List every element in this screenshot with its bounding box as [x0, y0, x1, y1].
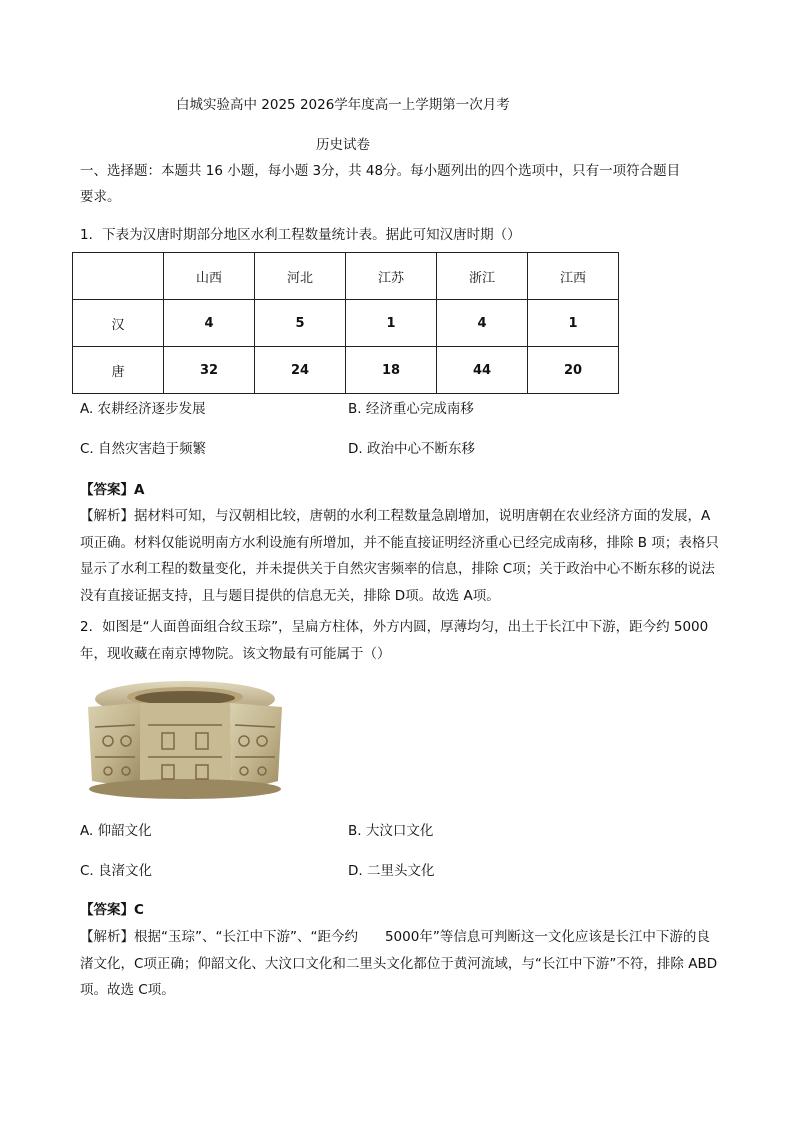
table-cell: 44 — [437, 347, 528, 394]
q1-option-c: C. 自然灾害趋于频繁 — [80, 441, 207, 457]
q2-option-a: A. 仰韶文化 — [80, 823, 152, 839]
table-cell: 4 — [164, 300, 255, 347]
table-row-label: 唐 — [73, 347, 164, 394]
table-row — [73, 347, 619, 394]
q1-option-a: A. 农耕经济逐步发展 — [80, 401, 206, 417]
q2-option-c: C. 良渚文化 — [80, 863, 153, 879]
section-instructions-line2: 要求。 — [80, 189, 121, 205]
table-cell: 4 — [437, 300, 528, 347]
table-row-label: 汉 — [73, 300, 164, 347]
table-header-cell: 江西 — [528, 253, 619, 300]
question-1-stem: 1．下表为汉唐时期部分地区水利工程数量统计表。据此可知汉唐时期（） — [80, 227, 521, 243]
page-title: 白城实验高中 2025 2026学年度高一上学期第一次月考 — [176, 97, 510, 113]
table-cell: 24 — [255, 347, 346, 394]
q1-answer: 【答案】A — [80, 482, 145, 498]
table-cell: 18 — [346, 347, 437, 394]
table-header-row — [73, 253, 619, 300]
jade-cong-image — [80, 677, 290, 801]
table-header-cell: 河北 — [255, 253, 346, 300]
table-header-cell — [73, 253, 164, 300]
q2-analysis: 【解析】根据“玉琮”、“长江中下游”、“距今约 5000年”等信息可判断这一文化应该是长江中下游的良渚文化，C项正确；仰韶文化、大汶口文化和二里头文化都位于黄河流域，与“长江中下游”不符，排除 ABD项。故选 C项。 — [80, 929, 718, 998]
table-row — [73, 300, 619, 347]
q2-option-b: B. 大汶口文化 — [348, 823, 434, 839]
table-header-cell: 江苏 — [346, 253, 437, 300]
section-instructions-line1: 一、选择题：本题共 16 小题，每小题 3分，共 48分。每小题列出的四个选项中，只有一项符合题目 — [80, 163, 681, 179]
page-subtitle: 历史试卷 — [316, 137, 370, 153]
table-cell: 1 — [528, 300, 619, 347]
table-cell: 5 — [255, 300, 346, 347]
q2-option-d: D. 二里头文化 — [348, 863, 435, 879]
q1-option-b: B. 经济重心完成南移 — [348, 401, 474, 417]
table-cell: 20 — [528, 347, 619, 394]
table-cell: 1 — [346, 300, 437, 347]
question-2-stem: 2．如图是“人面兽面组合纹玉琮”，呈扁方柱体，外方内圆，厚薄均匀，出土于长江中下游，距今约 5000 年，现收藏在南京博物院。该文物最有可能属于（） — [80, 619, 709, 662]
table-cell: 32 — [164, 347, 255, 394]
irrigation-table — [72, 252, 619, 394]
table-header-cell: 山西 — [164, 253, 255, 300]
q1-analysis: 【解析】据材料可知，与汉朝相比较，唐朝的水利工程数量急剧增加，说明唐朝在农业经济方面的发展，A项正确。材料仅能说明南方水利设施有所增加，并不能直接证明经济重心已经完成南移，排除 B 项；表格只显示了水利工程的数量变化，并未提供关于自然灾害频率的信息，排除 C项；关于政治中心不断东移的说法没有直接证据支持，且与题目提供的信息无关，排除 D项。故选 A项。 — [80, 508, 719, 604]
table-header-cell: 浙江 — [437, 253, 528, 300]
q1-option-d: D. 政治中心不断东移 — [348, 441, 475, 457]
q2-answer: 【答案】C — [80, 902, 144, 918]
